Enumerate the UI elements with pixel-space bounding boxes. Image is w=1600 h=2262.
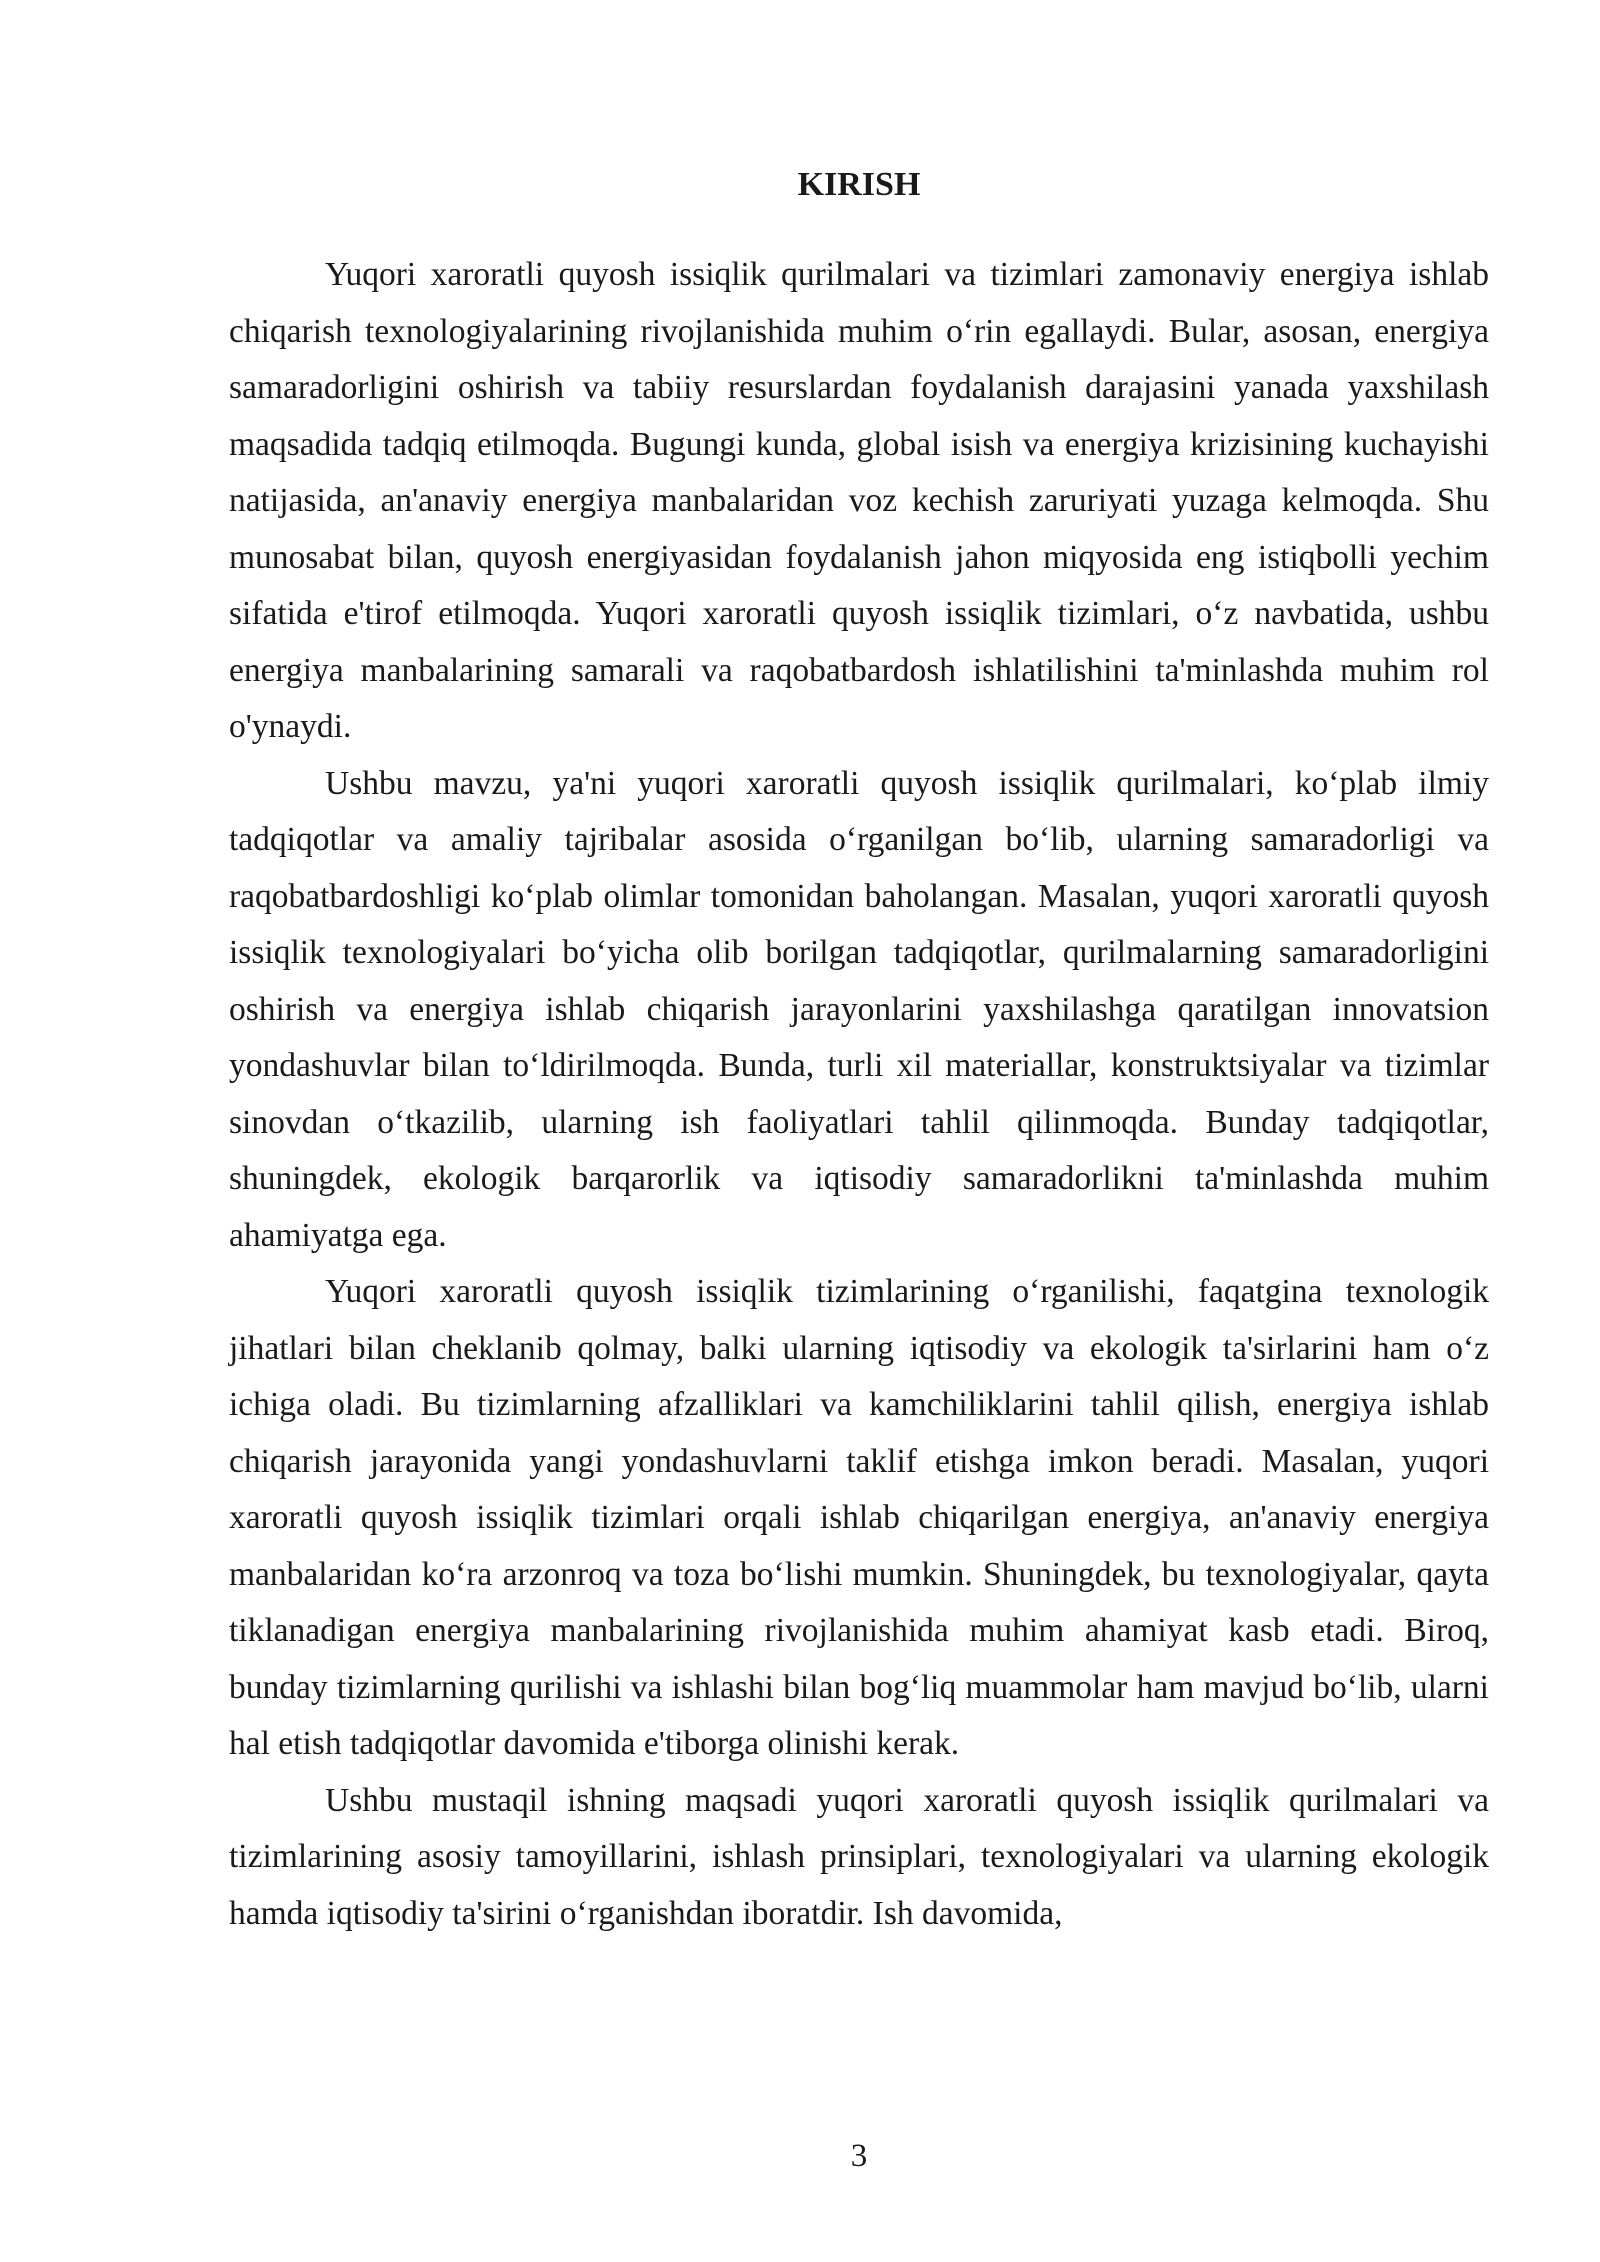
document-body — [229, 247, 1489, 1942]
document-page — [229, 0, 1489, 2262]
section-title: KIRISH — [797, 166, 921, 203]
paragraph-1: Yuqori xaroratli quyosh issiqlik qurilmalari va tizimlari zamonaviy energiya ishlab chiqarish texnologiyalarining rivojlanishida muhim o‘rin egallaydi. Bular, asosan, energiya samaradorligini oshirish va tabiiy resurslardan foydalanish darajasini yanada yaxshilash maqsadida tadqiq etilmoqda. Bugungi kunda, global isish va energiya krizisining kuchayishi natijasida, an'anaviy energiya manbalaridan voz kechish zaruriyati yuzaga kelmoqda. Shu munosabat bilan, quyosh energiyasidan foydalanish jahon miqyosida eng istiqbolli yechim sifatida e'tirof etilmoqda. Yuqori xaroratli quyosh issiqlik tizimlari, o‘z navbatida, ushbu energiya manbalarining samarali va raqobatbardosh ishlatilishini ta'minlashda muhim rol o'ynaydi. — [229, 256, 1489, 745]
paragraph-4: Ushbu mustaqil ishning maqsadi yuqori xaroratli quyosh issiqlik qurilmalari va tizimlarining asosiy tamoyillarini, ishlash prinsiplari, texnologiyalari va ularning ekologik hamda iqtisodiy ta'sirini o‘rganishdan iboratdir. Ish davomida, — [229, 1781, 1489, 1932]
page-number: 3 — [850, 2138, 868, 2174]
paragraph-3: Yuqori xaroratli quyosh issiqlik tizimlarining o‘rganilishi, faqatgina texnologik jihatlari bilan cheklanib qolmay, balki ularning iqtisodiy va ekologik ta'sirlarini ham o‘z ichiga oladi. Bu tizimlarning afzalliklari va kamchiliklarini tahlil qilish, energiya ishlab chiqarish jarayonida yangi yondashuvlarni taklif etishga imkon beradi. Masalan, yuqori xaroratli quyosh issiqlik tizimlari orqali ishlab chiqarilgan energiya, an'anaviy energiya manbalaridan ko‘ra arzonroq va toza bo‘lishi mumkin. Shuningdek, bu texnologiyalar, qayta tiklanadigan energiya manbalarining rivojlanishida muhim ahamiyat kasb etadi. Biroq, bunday tizimlarning qurilishi va ishlashi bilan bog‘liq muammolar ham mavjud bo‘lib, ularni hal etish tadqiqotlar davomida e'tiborga olinishi kerak. — [229, 1273, 1489, 1762]
paragraph-2: Ushbu mavzu, ya'ni yuqori xaroratli quyosh issiqlik qurilmalari, ko‘plab ilmiy tadqiqotlar va amaliy tajribalar asosida o‘rganilgan bo‘lib, ularning samaradorligi va raqobatbardoshligi ko‘plab olimlar tomonidan baholangan. Masalan, yuqori xaroratli quyosh issiqlik texnologiyalari bo‘yicha olib borilgan tadqiqotlar, qurilmalarning samaradorligini oshirish va energiya ishlab chiqarish jarayonlarini yaxshilashga qaratilgan innovatsion yondashuvlar bilan to‘ldirilmoqda. Bunda, turli xil materiallar, konstruktsiyalar va tizimlar sinovdan o‘tkazilib, ularning ish faoliyatlari tahlil qilinmoqda. Bunday tadqiqotlar, shuningdek, ekologik barqarorlik va iqtisodiy samaradorlikni ta'minlashda muhim ahamiyatga ega. — [229, 764, 1489, 1254]
